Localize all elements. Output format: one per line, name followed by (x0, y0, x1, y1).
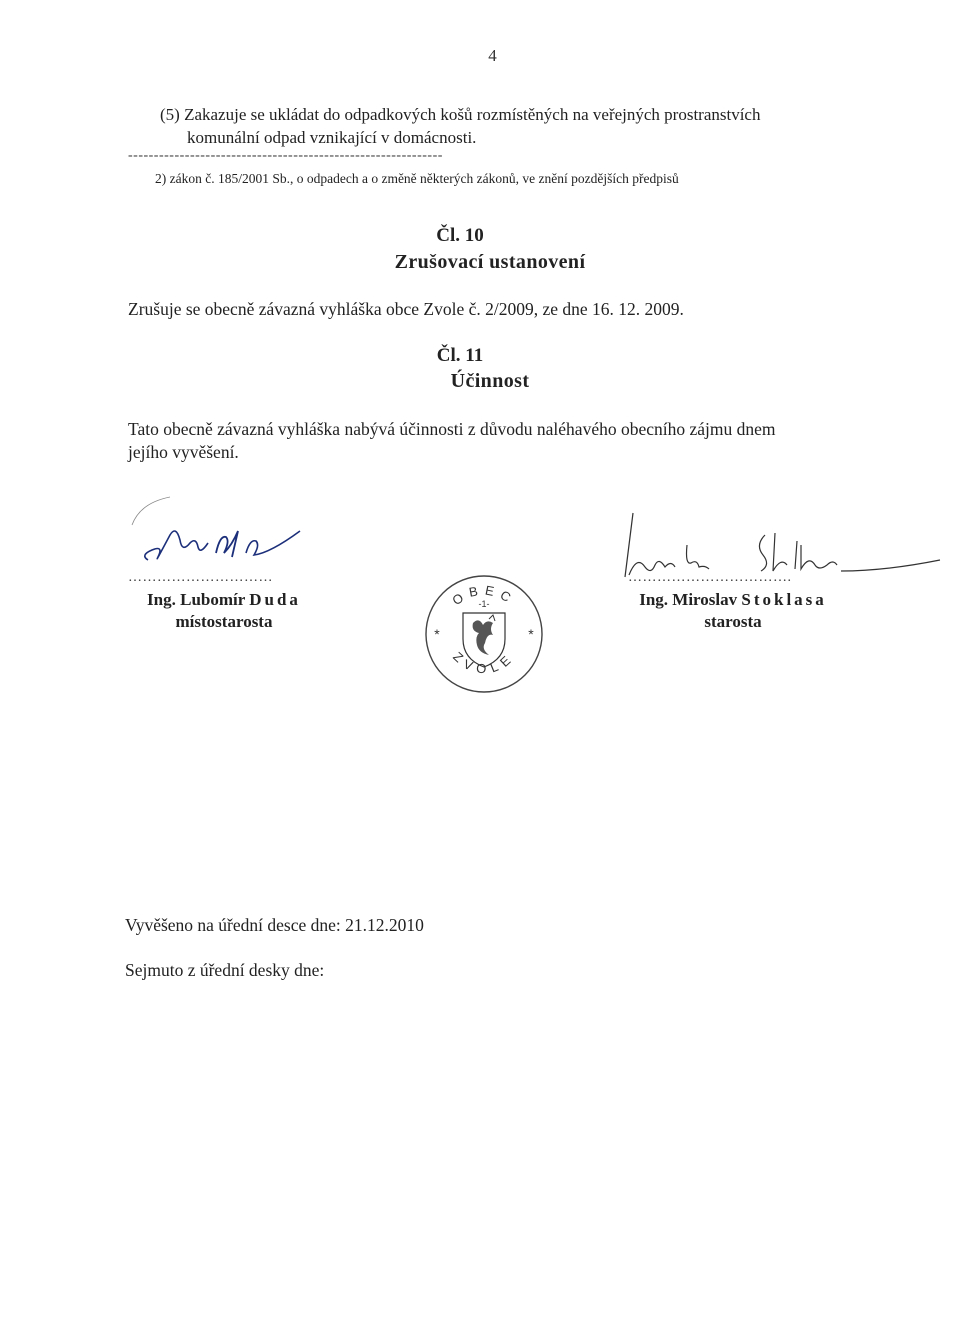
seal-star-right: * (528, 626, 534, 642)
paragraph-5-line2: komunální odpad vznikající v domácnosti. (187, 128, 477, 147)
paragraph-5 (160, 103, 880, 149)
signer-left (128, 570, 320, 632)
posted-date: Vyvěšeno na úřední desce dne: 21.12.2010 (125, 915, 424, 935)
signer-right-name (628, 590, 838, 610)
article-10-title: Zrušovací ustanovení (394, 251, 586, 273)
footnote-separator: ------------------------------------------------------------- (128, 148, 443, 163)
article-11-title: Účinnost (450, 370, 530, 392)
seal-top-text: OBEC (449, 582, 519, 609)
signature-line-left: ………………………… (128, 570, 273, 585)
seal-center-mark: -1- (478, 599, 490, 609)
article-11-line2: jejího vyvěšení. (128, 442, 239, 462)
signer-right (628, 570, 838, 632)
signer-right-title: Ing. Miroslav (639, 590, 738, 609)
signer-right-role: starosta (704, 612, 762, 631)
signer-left-role: místostarosta (175, 612, 273, 631)
article-11-text (128, 418, 868, 464)
signature-line-right: ……………………………. (628, 570, 792, 585)
removed-date: Sejmuto z úřední desky dne: (125, 960, 325, 980)
paragraph-5-line1: (5) Zakazuje se ukládat do odpadkových košů rozmístěných na veřejných prostranstvích (160, 105, 761, 124)
signer-left-title: Ing. Lubomír (147, 590, 245, 609)
seal-star-left: * (434, 626, 440, 642)
article-11-number: Čl. 11 (436, 345, 484, 366)
seal-bottom-text: ZVOLE (450, 648, 518, 677)
signer-left-name (128, 590, 320, 610)
article-10-text: Zrušuje se obecně závazná vyhláška obce Zvole č. 2/2009, ze dne 16. 12. 2009. (128, 299, 684, 319)
footnote-2: 2) zákon č. 185/2001 Sb., o odpadech a o změně některých zákonů, ve znění pozdějších předpisů (155, 171, 679, 186)
article-10-number: Čl. 10 (436, 225, 484, 246)
signer-left-surname: Duda (249, 590, 301, 609)
municipal-seal (423, 573, 545, 695)
article-11-line1: Tato obecně závazná vyhláška nabývá účinnosti z důvodu naléhavého obecního zájmu dnem (128, 419, 776, 439)
page-number: 4 (488, 46, 497, 65)
signature-left (120, 495, 320, 575)
signer-right-surname: Stoklasa (741, 590, 827, 609)
